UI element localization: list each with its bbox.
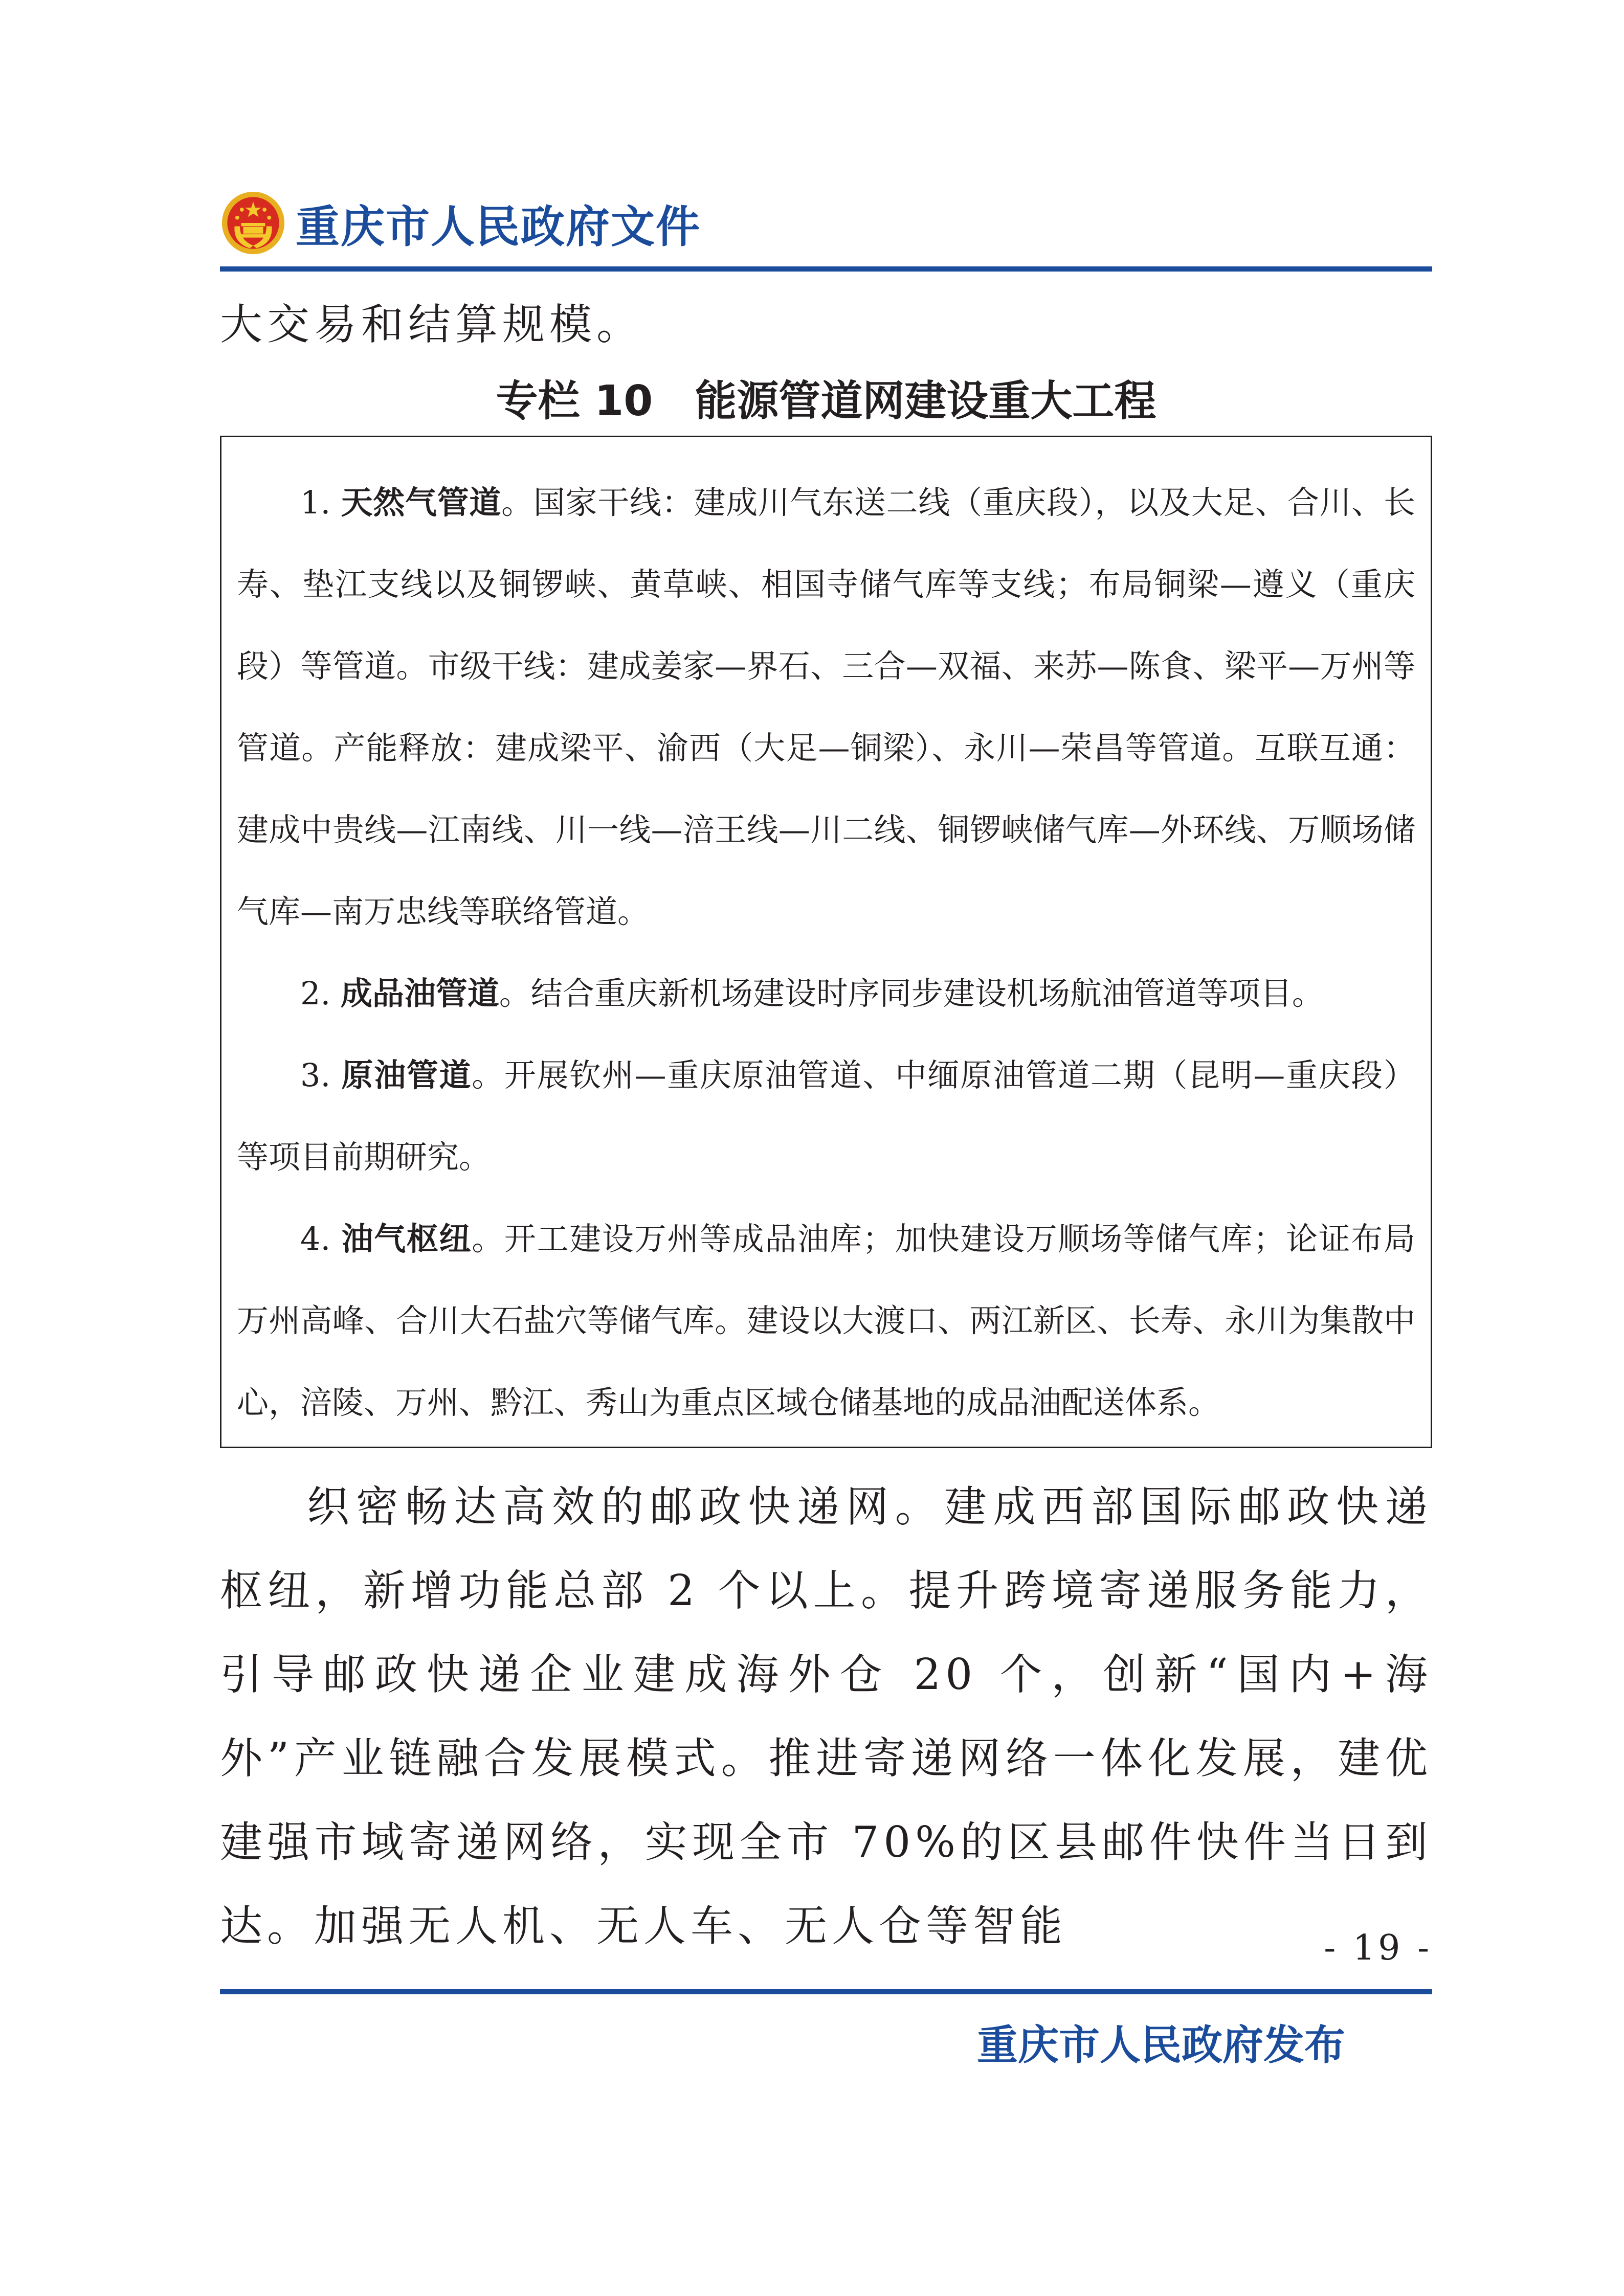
- header-rule: [220, 266, 1432, 272]
- box-title: 专栏 10 能源管道网建设重大工程: [496, 377, 1156, 425]
- document-header-title: 重庆市人民政府文件: [296, 201, 701, 253]
- box-item-number: 1.: [300, 484, 341, 521]
- box-item-number: 4.: [300, 1220, 342, 1257]
- body-paragraph: 织密畅达高效的邮政快递网。建成西部国际邮政快递枢纽，新增功能总部 2 个以上。提升跨境寄递服务能力，引导邮政快递企业建成海外仓 20 个，创新“国内+海外”产业链融合发展模式。推进寄递网络一体化发展，建优建强市域寄递网络，实现全市 70%的区县邮件快件当日到达。加强无人机、无人车、无人仓等智能: [220, 1482, 1432, 1951]
- box-item-text: 。开展钦州—重庆原油管道、中缅原油管道二期（昆明—重庆段）等项目前期研究。: [237, 1056, 1415, 1176]
- document-header: [220, 182, 701, 264]
- box-item: [237, 1198, 1415, 1444]
- box-item-number: 3.: [300, 1056, 342, 1094]
- box-item-text: 。国家干线：建成川气东送二线（重庆段），以及大足、合川、长寿、垫江支线以及铜锣峡、黄草峡、相国寺储气库等支线；布局铜梁—遵义（重庆段）等管道。市级干线：建成姜家—界石、三合—双福、来苏—陈食、梁平—万州等管道。产能释放：建成梁平、渝西（大足—铜梁）、永川—荣昌等管道。互联互通：建成中贵线—江南线、川一线—涪王线—川二线、铜锣峡储气库—外环线、万顺场储气库—南万忠线等联络管道。: [237, 484, 1415, 930]
- box-item-heading: 成品油管道: [340, 975, 499, 1012]
- box-item-text: 。结合重庆新机场建设时序同步建设机场航油管道等项目。: [499, 975, 1324, 1012]
- box-item-heading: 天然气管道: [341, 484, 502, 521]
- box-item-number: 2.: [300, 975, 341, 1012]
- box-item: [237, 462, 1415, 953]
- box-item-heading: 原油管道: [341, 1056, 472, 1094]
- footer-publisher: 重庆市人民政府发布: [977, 2021, 1345, 2069]
- carry-over-text: 大交易和结算规模。: [220, 300, 643, 349]
- national-emblem-icon: [220, 190, 286, 256]
- box-item-heading: 油气枢纽: [341, 1220, 472, 1257]
- feature-box: [220, 436, 1432, 1448]
- box-item-text: 。开工建设万州等成品油库；加快建设万顺场等储气库；论证布局万州高峰、合川大石盐穴等储气库。建设以大渡口、两江新区、长寿、永川为集散中心，涪陵、万州、黔江、秀山为重点区域仓储基地的成品油配送体系。: [237, 1220, 1415, 1421]
- page-number: - 19 -: [1324, 1928, 1432, 1968]
- box-item: [237, 1034, 1415, 1198]
- box-item: [237, 953, 1415, 1034]
- footer-rule: [220, 1989, 1432, 1994]
